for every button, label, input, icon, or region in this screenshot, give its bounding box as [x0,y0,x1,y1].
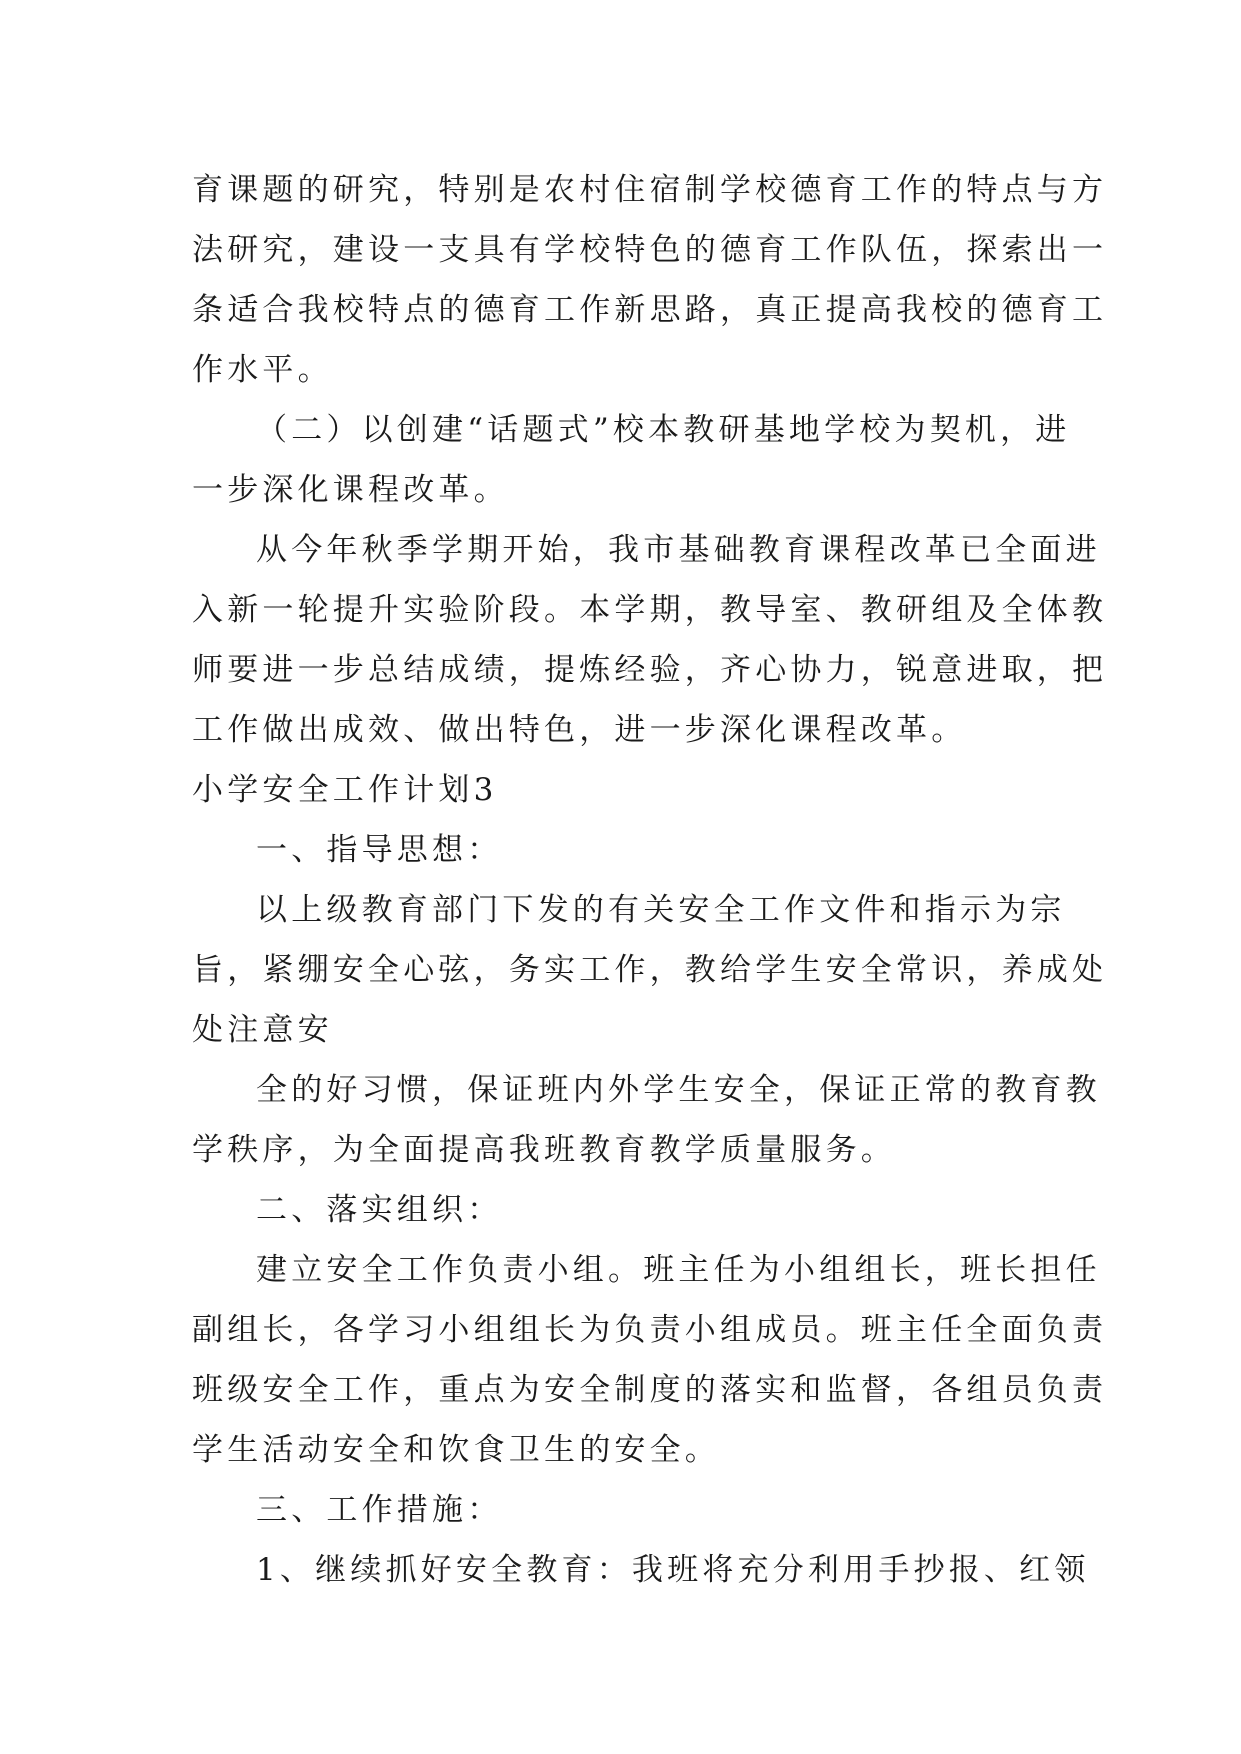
section-title: 小学安全工作计划3 [192,772,498,808]
subsection-heading: 二、落实组织： [256,1192,503,1228]
text-line: 工作做出成效、做出特色，进一步深化课程改革。 [192,712,967,748]
text-line: 班级安全工作，重点为安全制度的落实和监督，各组员负责 [192,1372,1108,1408]
text-line: 全的好习惯，保证班内外学生安全，保证正常的教育教 [256,1072,1101,1108]
subsection-heading: 一、指导思想： [256,832,503,868]
text-line: 育课题的研究，特别是农村住宿制学校德育工作的特点与方 [192,172,1108,208]
text-line: 以上级教育部门下发的有关安全工作文件和指示为宗 [256,892,1066,928]
document-body [192,160,1108,1600]
text-line: 学生活动安全和饮食卫生的安全。 [192,1432,720,1468]
text-line: 处注意安 [192,1012,333,1048]
text-line: 旨，紧绷安全心弦，务实工作，教给学生安全常识，养成处 [192,952,1108,988]
text-line: 一步深化课程改革。 [192,472,509,508]
text-line: 从今年秋季学期开始，我市基础教育课程改革已全面进 [256,532,1101,568]
text-line: 法研究，建设一支具有学校特色的德育工作队伍，探索出一 [192,232,1108,268]
subsection-heading: （二）以创建“话题式”校本教研基地学校为契机，进 [256,412,1071,448]
text-line: 条适合我校特点的德育工作新思路，真正提高我校的德育工 [192,292,1108,328]
text-line: 学秩序，为全面提高我班教育教学质量服务。 [192,1132,896,1168]
text-line: 建立安全工作负责小组。班主任为小组组长，班长担任 [256,1252,1101,1288]
text-line: 副组长，各学习小组组长为负责小组成员。班主任全面负责 [192,1312,1108,1348]
text-line: 作水平。 [192,352,333,388]
subsection-heading: 三、工作措施： [256,1492,503,1528]
text-line: 师要进一步总结成绩，提炼经验，齐心协力，锐意进取，把 [192,652,1108,688]
text-line: 入新一轮提升实验阶段。本学期，教导室、教研组及全体教 [192,592,1108,628]
text-line: 1、继续抓好安全教育：我班将充分利用手抄报、红领 [256,1552,1090,1588]
